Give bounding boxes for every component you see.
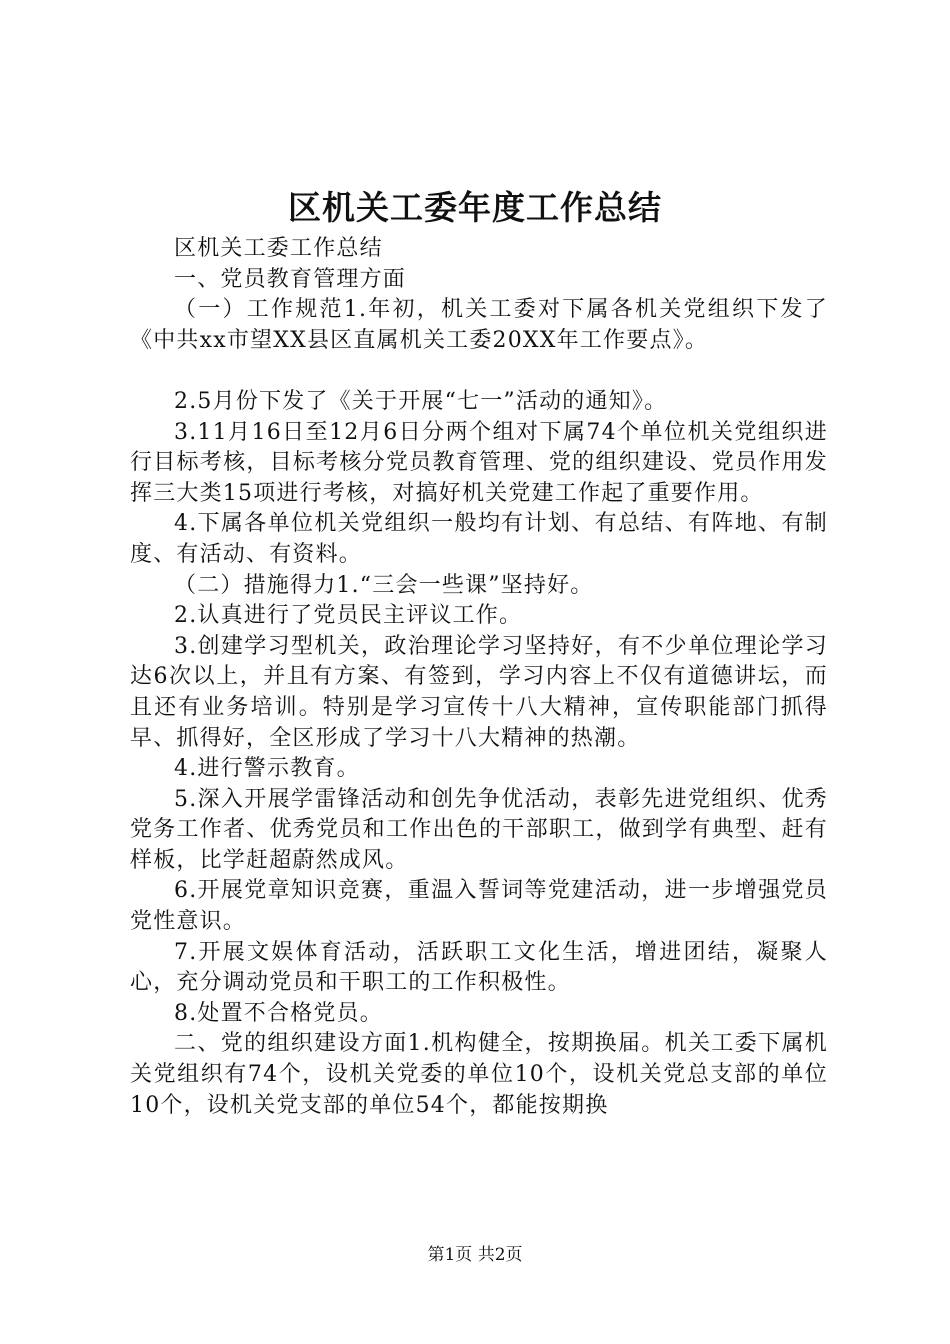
document-title: 区机关工委年度工作总结 [288,188,662,227]
blank-line [130,356,828,387]
page-footer: 第1页 共2页 [427,1245,523,1265]
paragraph: 二、党的组织建设方面1.机构健全，按期换届。机关工委下属机关党组织有74个，设机关党委的单位10个，设机关党总支部的单位10个，设机关党支部的单位54个，都能按期换 [130,1031,828,1118]
paragraph: 8.处置不合格党员。 [174,1000,383,1026]
document-body [130,234,828,1121]
paragraph: 2.5月份下发了《关于开展“七一”活动的通知》。 [174,388,668,414]
paragraph: 6.开展党章知识竞赛，重温入誓词等党建活动，进一步增强党员党性意识。 [130,878,828,935]
paragraph: （一）工作规范1.年初，机关工委对下属各机关党组织下发了《中共xx市望XX县区直属机关工委20XX年工作要点》。 [130,297,828,353]
section-heading: 一、党员教育管理方面 [174,266,407,292]
paragraph: 3.创建学习型机关，政治理论学习坚持好，有不少单位理论学习达6次以上，并且有方案、有签到，学习内容上不仅有道德讲坛，而且还有业务培训。特别是学习宣传十八大精神，宣传职能部门抓得早、抓得好，全区形成了学习十八大精神的热潮。 [130,633,828,751]
paragraph: 3.11月16日至12月6日分两个组对下属74个单位机关党组织进行目标考核，目标考核分党员教育管理、党的组织建设、党员作用发挥三大类15项进行考核，对搞好机关党建工作起了重要作用。 [130,419,828,506]
paragraph: 4.进行警示教育。 [174,756,360,782]
paragraph: 7.开展文娱体育活动，活跃职工文化生活，增进团结，凝聚人心，充分调动党员和干职工的工作积极性。 [130,939,828,996]
paragraph: 4.下属各单位机关党组织一般均有计划、有总结、有阵地、有制度、有活动、有资料。 [130,511,828,567]
paragraph: 2.认真进行了党员民主评议工作。 [174,603,523,629]
paragraph: （二）措施得力1.“三会一些课”坚持好。 [174,572,594,598]
paragraph: 5.深入开展学雷锋活动和创先争优活动，表彰先进党组织、优秀党务工作者、优秀党员和工作出色的干部职工，做到学有典型、赶有样板，比学赶超蔚然成风。 [130,786,828,873]
paragraph-heading: 区机关工委工作总结 [174,236,383,261]
